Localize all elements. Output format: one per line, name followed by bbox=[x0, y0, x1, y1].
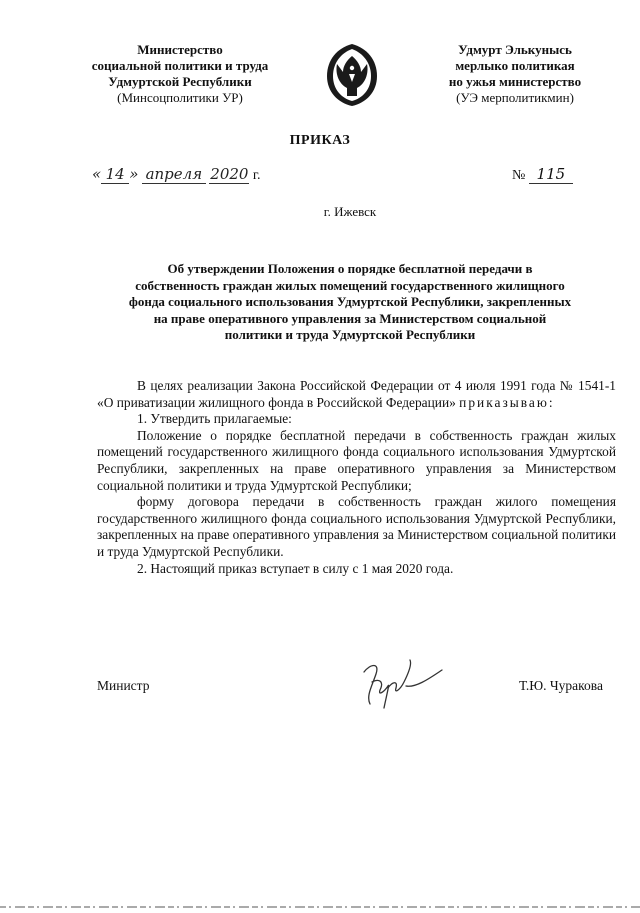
header-right-line1: Удмурт Элькунысь bbox=[458, 42, 572, 57]
subject-line3: фонда социального использования Удмуртской Республики, закрепленных bbox=[128, 294, 572, 309]
body-paragraph-1 bbox=[97, 378, 616, 411]
order-subject bbox=[95, 261, 605, 344]
date-suffix: г. bbox=[252, 168, 261, 183]
subject-line2: собственность граждан жилых помещений государственного жилищного bbox=[135, 277, 565, 293]
body-paragraph-5: 2. Настоящий приказ вступает в силу с 1 мая 2020 года. bbox=[137, 560, 454, 576]
order-date bbox=[92, 165, 261, 187]
subject-line4: на праве оперативного управления за Министерством социальной bbox=[153, 310, 547, 326]
subject-line1: Об утверждении Положения о порядке бесплатной передачи в bbox=[167, 261, 533, 276]
signatory-name: Т.Ю. Чуракова bbox=[519, 678, 603, 693]
header-left-org bbox=[60, 42, 300, 106]
udmurt-coat-of-arms-icon bbox=[323, 42, 381, 108]
order-number bbox=[512, 165, 573, 184]
body-paragraph-3: Положение о порядке бесплатной передачи в собственность граждан жилых помещений государственного жилищного фонда социального использования Удмуртской Республики, закрепленных на праве оперативного управления за Министерством социальной политики и труда Удмуртской Республики; bbox=[97, 427, 616, 493]
order-body bbox=[97, 378, 616, 577]
header-right-line4: (УЭ мерполитикмин) bbox=[456, 90, 574, 105]
signatory-role: Министр bbox=[97, 678, 150, 693]
header-left-line1: Министерство bbox=[137, 42, 223, 57]
header-left-line2: социальной политики и труда bbox=[91, 58, 269, 73]
handwritten-signature-icon bbox=[350, 652, 450, 714]
body-paragraph-4: форму договора передачи в собственность граждан жилого помещения государственного жилищного фонда социального использования Удмуртской Республики, закрепленных на праве оперативного управления за Министерством социальной политики и труда Удмуртской Республики. bbox=[97, 494, 616, 559]
scan-edge-line bbox=[0, 895, 640, 897]
header-right-org bbox=[395, 42, 635, 106]
header-left-line3: Удмуртской Республики bbox=[108, 74, 252, 89]
body-p1-tail: приказываю: bbox=[459, 394, 555, 410]
body-paragraph-2: 1. Утвердить прилагаемые: bbox=[137, 411, 292, 427]
date-day: 14 bbox=[101, 165, 129, 184]
header-left-line4: (Минсоцполитики УР) bbox=[117, 90, 243, 105]
city: г. Ижевск bbox=[323, 204, 377, 219]
number-value: 115 bbox=[529, 165, 573, 184]
document-title: ПРИКАЗ bbox=[289, 133, 351, 148]
number-label: № bbox=[512, 168, 526, 183]
date-open-quote: « bbox=[92, 165, 102, 183]
body-p1-text: В целях реализации Закона Российской Федерации от 4 июля 1991 года № 1541-1 «О приватизации жилищного фонда в Российской Федерации» bbox=[97, 378, 616, 410]
date-month: апреля bbox=[142, 165, 206, 184]
subject-line5: политики и труда Удмуртской Республики bbox=[224, 327, 476, 342]
header-right-line3: но ужья министерство bbox=[448, 74, 582, 89]
date-year: 2020 bbox=[210, 165, 249, 183]
date-close-quote: » bbox=[129, 165, 139, 183]
header-right-line2: мерлыко политикая bbox=[455, 58, 575, 73]
